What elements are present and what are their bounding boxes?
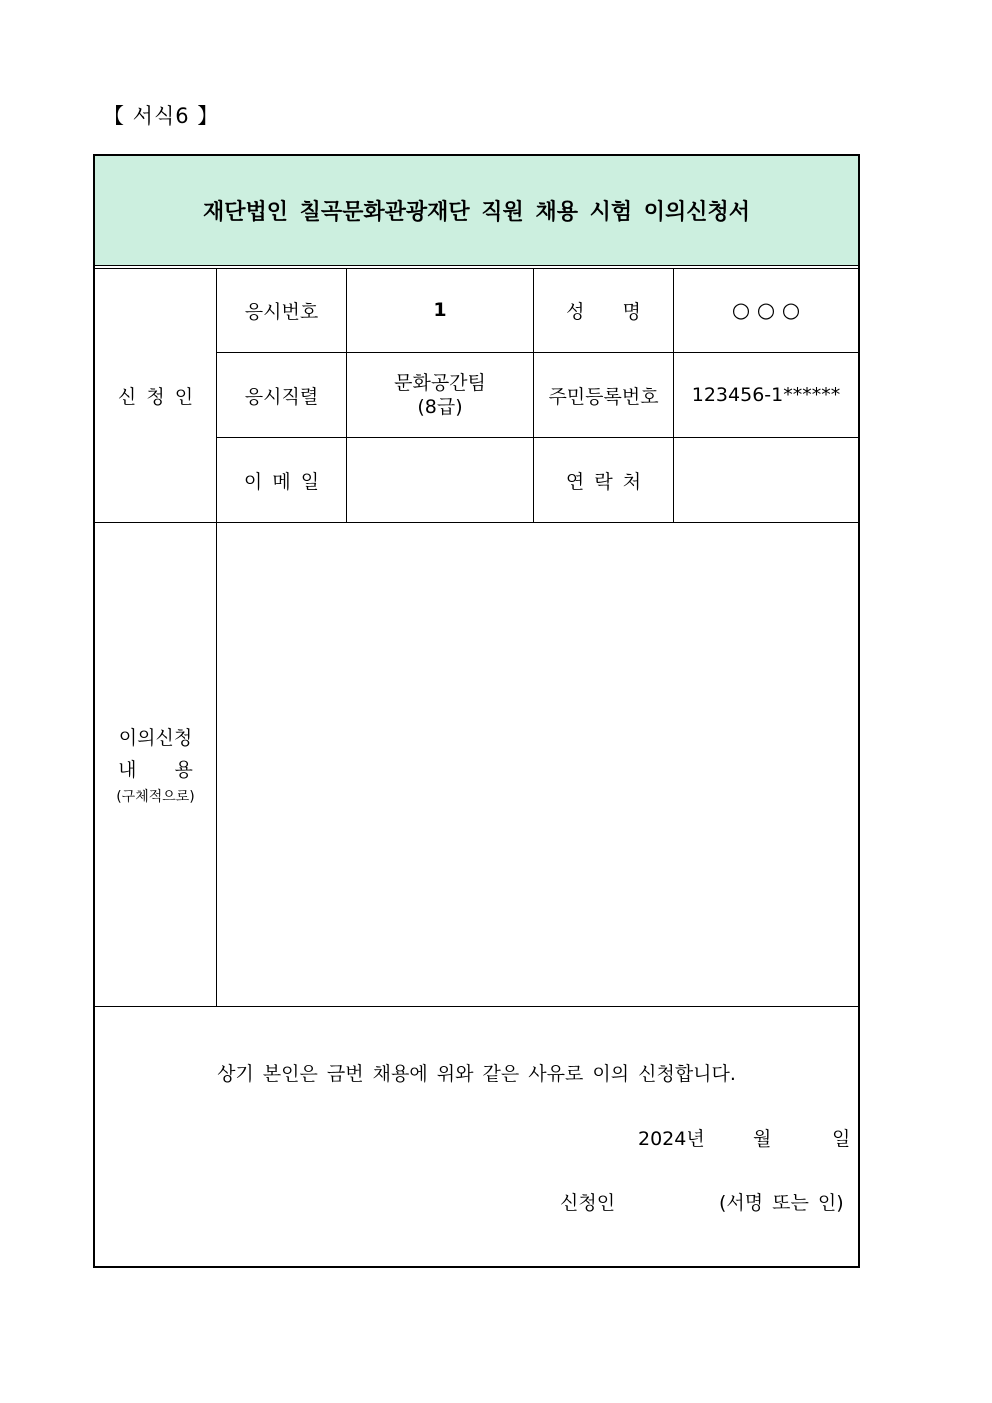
resident-number-label: 주민등록번호 — [548, 385, 659, 408]
grid-line — [95, 1006, 858, 1007]
email-label: 이 메 일 — [243, 470, 320, 493]
objection-label-line2: 내 용 — [118, 758, 193, 781]
signature-field[interactable]: (서명 또는 인) — [719, 1192, 844, 1214]
exam-number-field[interactable]: 1 — [433, 299, 447, 321]
resident-number-field[interactable]: 123456-1****** — [691, 384, 841, 406]
job-grade-value: (8급) — [417, 396, 463, 418]
email-field[interactable] — [347, 438, 533, 522]
contact-label: 연 락 처 — [565, 470, 642, 493]
objection-label-note: (구체적으로) — [116, 788, 195, 805]
form-label: 【 서식6 】 — [103, 104, 220, 128]
job-category-field[interactable] — [347, 353, 533, 437]
name-label: 성 명 — [566, 300, 641, 323]
date-month: 월 — [753, 1128, 772, 1150]
objection-content-field[interactable] — [217, 523, 858, 1006]
objection-label-line1: 이의신청 — [118, 726, 193, 749]
objection-label — [95, 523, 216, 1006]
name-field[interactable]: ○ ○ ○ — [731, 298, 801, 322]
date-day: 일 — [832, 1128, 851, 1150]
applicant-section-label: 신 청 인 — [117, 385, 194, 408]
job-category-value: 문화공간팀 — [394, 372, 486, 394]
application-form — [93, 154, 860, 1268]
contact-field[interactable] — [674, 438, 858, 522]
declaration-statement: 상기 본인은 금번 채용에 위와 같은 사유로 이의 신청합니다. — [217, 1063, 736, 1085]
form-title: 재단법인 칠곡문화관광재단 직원 채용 시험 이의신청서 — [95, 156, 858, 265]
date-year: 2024년 — [638, 1128, 705, 1150]
exam-number-label: 응시번호 — [244, 300, 319, 323]
job-category-label: 응시직렬 — [244, 385, 319, 408]
applicant-sign-label: 신청인 — [560, 1192, 616, 1214]
